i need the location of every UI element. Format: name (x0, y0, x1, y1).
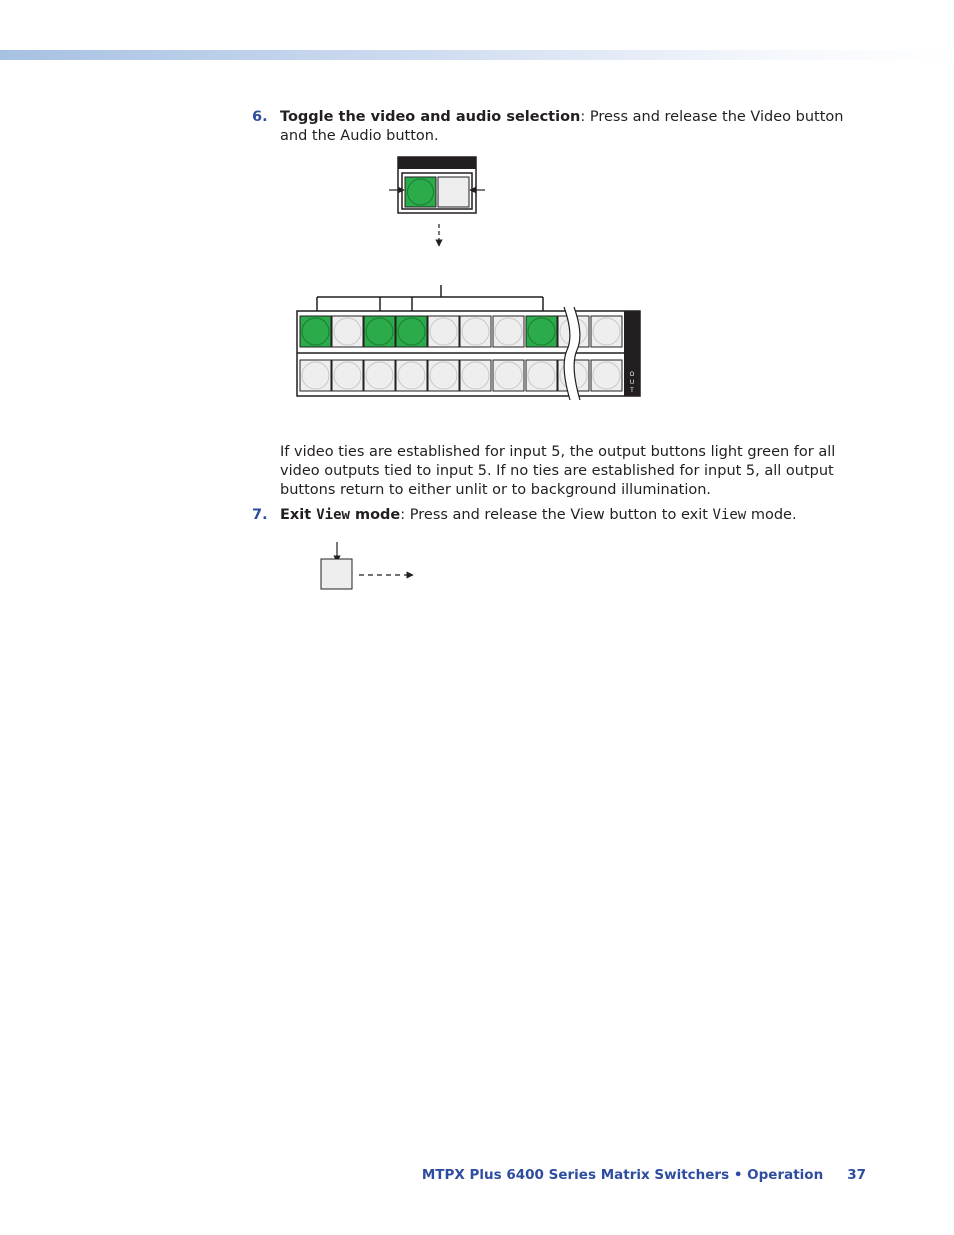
output-button-led-7 (495, 318, 522, 345)
out-label-t: T (630, 388, 634, 394)
page-number: 37 (847, 1167, 866, 1183)
output-button-led-5 (430, 318, 457, 345)
output-button-led-6 (462, 318, 489, 345)
output-button-led-10 (593, 318, 620, 345)
selection-panel-header (398, 157, 476, 169)
input-button-led-4 (398, 362, 425, 389)
output-button-led-8 (528, 318, 555, 345)
audio-button[interactable] (438, 177, 469, 207)
input-button-led-7 (495, 362, 522, 389)
input-button-led-5 (430, 362, 457, 389)
step-number: 7. (252, 507, 268, 523)
step-text (280, 108, 872, 146)
video-button-led (408, 179, 434, 205)
step-title: Toggle the video and audio selection (280, 109, 581, 125)
output-button-led-3 (366, 318, 393, 345)
video-audio-selection-diagram (385, 150, 495, 250)
step-text (280, 506, 872, 525)
header-bar (0, 50, 954, 60)
input-button-led-8 (528, 362, 555, 389)
view-button-diagram (315, 540, 425, 595)
input-button-led-2 (334, 362, 361, 389)
output-button-led-1 (302, 318, 329, 345)
output-panel-diagram (290, 280, 650, 405)
step-title-suffix: mode (349, 507, 401, 523)
input-button-led-3 (366, 362, 393, 389)
input-button-led-6 (462, 362, 489, 389)
output-button-led-4 (398, 318, 425, 345)
out-label-o: O (629, 372, 635, 378)
step-title-prefix: Exit (280, 507, 317, 523)
footer-title: MTPX Plus 6400 Series Matrix Switchers • Operation (421, 1167, 824, 1183)
output-button-led-2 (334, 318, 361, 345)
view-button[interactable] (321, 559, 352, 589)
out-label-u: U (629, 380, 635, 386)
step-body: : Press and release the View button to exit (400, 507, 713, 523)
step-title (280, 507, 400, 523)
tie-explanation: If video ties are established for input 5, the output buttons light green for all video outputs tied to input 5. If no ties are established for input 5, all output buttons return to either unlit or to background illumination. (280, 444, 836, 498)
page-footer (380, 1167, 866, 1183)
step-body: : Press and release the Video button and the Audio button. (280, 109, 844, 144)
step-number: 6. (252, 109, 268, 125)
step-body-suffix: mode. (746, 507, 797, 523)
input-button-led-1 (302, 362, 329, 389)
input-button-led-10 (593, 362, 620, 389)
step-body-mode: View (712, 507, 747, 523)
step-title-mode: View (316, 507, 350, 523)
